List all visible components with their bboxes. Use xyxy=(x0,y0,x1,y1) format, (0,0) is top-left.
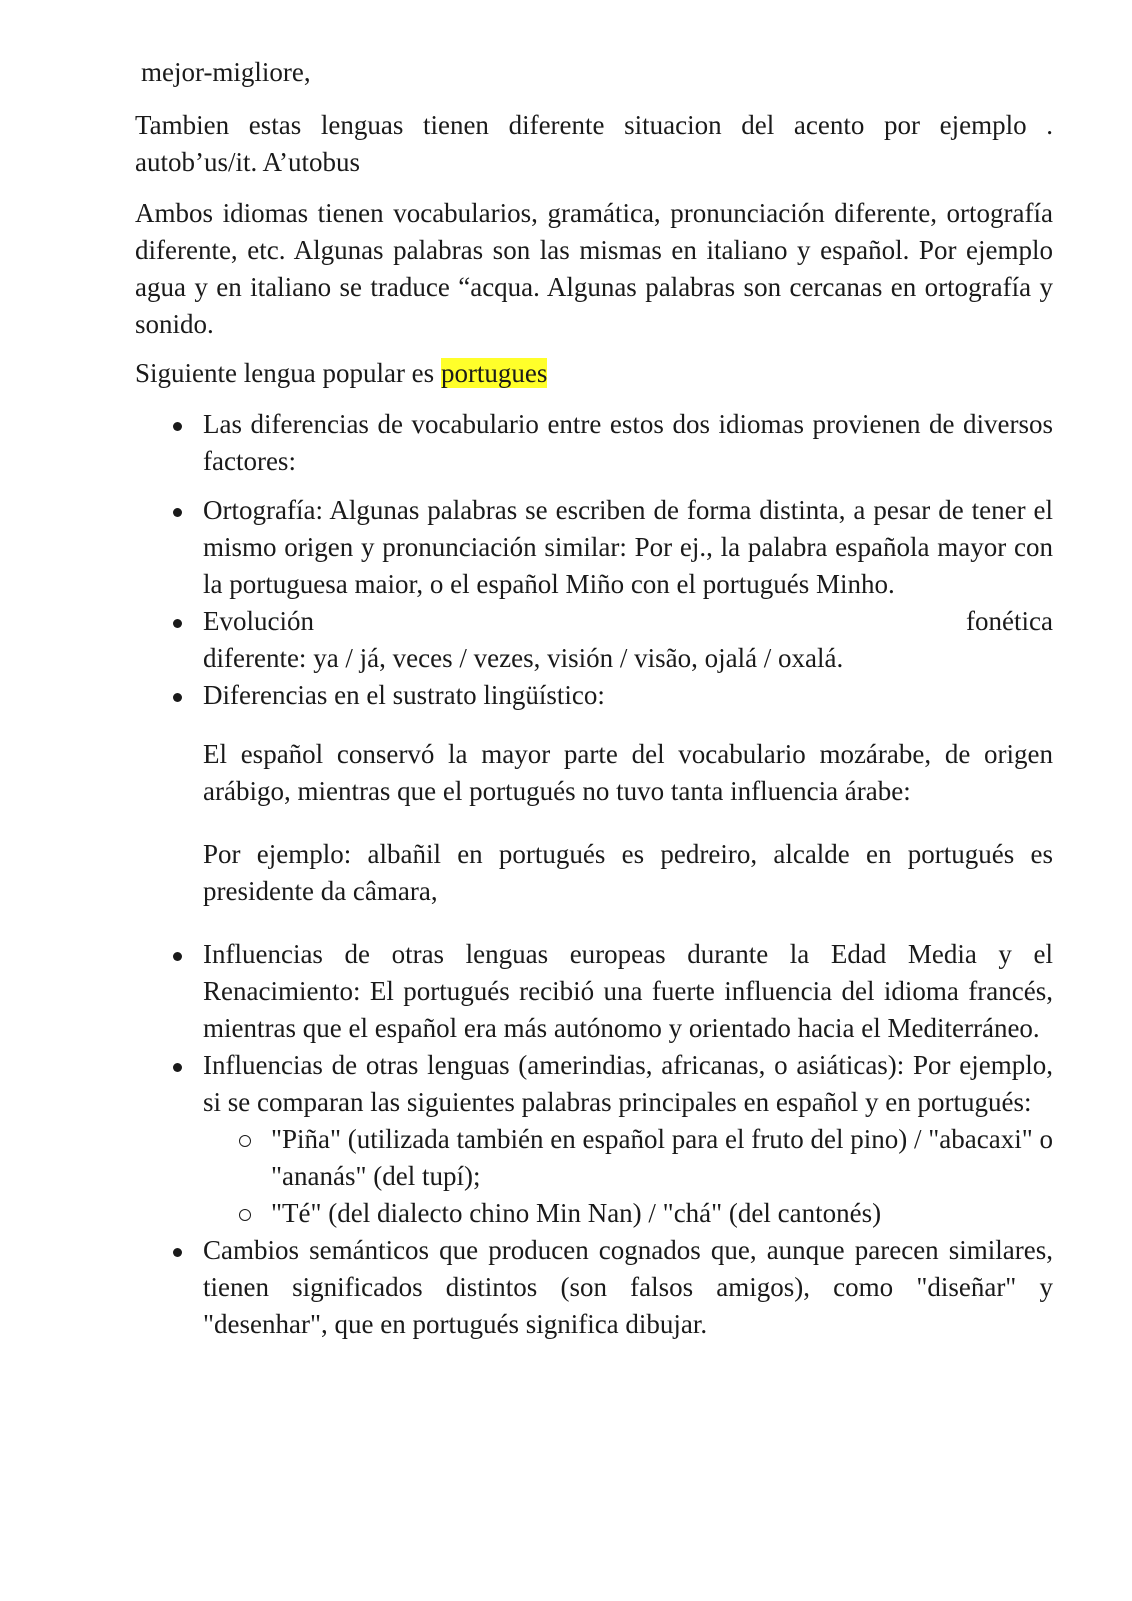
bullet-sustrato: Diferencias en el sustrato lingüístico: xyxy=(203,680,605,710)
list-item xyxy=(135,406,1053,480)
highlighted-portugues: portugues xyxy=(440,358,548,388)
paragraph-siguiente-lengua xyxy=(135,355,1053,392)
list-item xyxy=(135,1232,1053,1343)
sub-bullet-pina: "Piña" (utilizada también en español para el fruto del pino) / "abacaxi" o "ananás" (del tupí); xyxy=(271,1124,1053,1191)
list-item xyxy=(135,677,1053,910)
bullet-cambios-semanticos: Cambios semánticos que producen cognados que, aunque parecen similares, tienen significados distintos (son falsos amigos), como "diseñar" y "desenhar", que en portugués significa dibujar. xyxy=(203,1235,1053,1339)
bullet-vocabulario: Las diferencias de vocabulario entre estos dos idiomas provienen de diversos factores: xyxy=(203,409,1053,476)
line-mejor-migliore: mejor-migliore, xyxy=(141,57,311,87)
list-item xyxy=(135,492,1053,603)
list-item xyxy=(135,1047,1053,1232)
list-item xyxy=(135,603,1053,677)
document-page xyxy=(135,54,1053,1343)
sustrato-paragraph-1: El español conservó la mayor parte del vocabulario mozárabe, de origen arábigo, mientras que el portugués no tuvo tanta influencia árabe: xyxy=(203,739,1053,806)
paragraph-accent: Tambien estas lenguas tienen diferente situacion del acento por ejemplo . autob’us/it. A’utobus xyxy=(135,110,1053,177)
sustrato-paragraph-2: Por ejemplo: albañil en portugués es pedreiro, alcalde en portugués es presidente da câmara, xyxy=(203,839,1053,906)
bullet-ortografia: Ortografía: Algunas palabras se escriben de forma distinta, a pesar de tener el mismo origen y pronunciación similar: Por ej., la palabra española mayor con la portuguesa maior, o el español Miño con el portugués Minho. xyxy=(203,495,1053,599)
sub-list-item xyxy=(203,1121,1053,1195)
evolucion-rest: diferente: ya / já, veces / vezes, visión / visão, ojalá / oxalá. xyxy=(203,643,844,673)
sub-bullet-list xyxy=(203,1121,1053,1232)
list-item xyxy=(135,936,1053,1047)
evolucion-word: Evolución xyxy=(203,606,314,636)
bullet-influencias-europeas: Influencias de otras lenguas europeas durante la Edad Media y el Renacimiento: El portugués recibió una fuerte influencia del idioma francés, mientras que el español era más autónomo y orientado hacia el Mediterráneo. xyxy=(203,939,1053,1043)
fonetica-word: fonética xyxy=(966,606,1053,636)
bullet-list xyxy=(135,406,1053,1343)
sub-bullet-te: "Té" (del dialecto chino Min Nan) / "chá" (del cantonés) xyxy=(271,1198,882,1228)
siguiente-text: Siguiente lengua popular es xyxy=(135,358,441,388)
sub-list-item xyxy=(203,1195,1053,1232)
bullet-influencias-otras: Influencias de otras lenguas (amerindias, africanas, o asiáticas): Por ejemplo, si se comparan las siguientes palabras principales en español y en portugués: xyxy=(203,1050,1053,1117)
evolucion-row xyxy=(203,603,1053,640)
paragraph-ambos-idiomas: Ambos idiomas tienen vocabularios, gramática, pronunciación diferente, ortografía diferente, etc. Algunas palabras son las mismas en italiano y español. Por ejemplo agua y en italiano se traduce “acqua. Algunas palabras son cercanas en ortografía y sonido. xyxy=(135,198,1053,339)
